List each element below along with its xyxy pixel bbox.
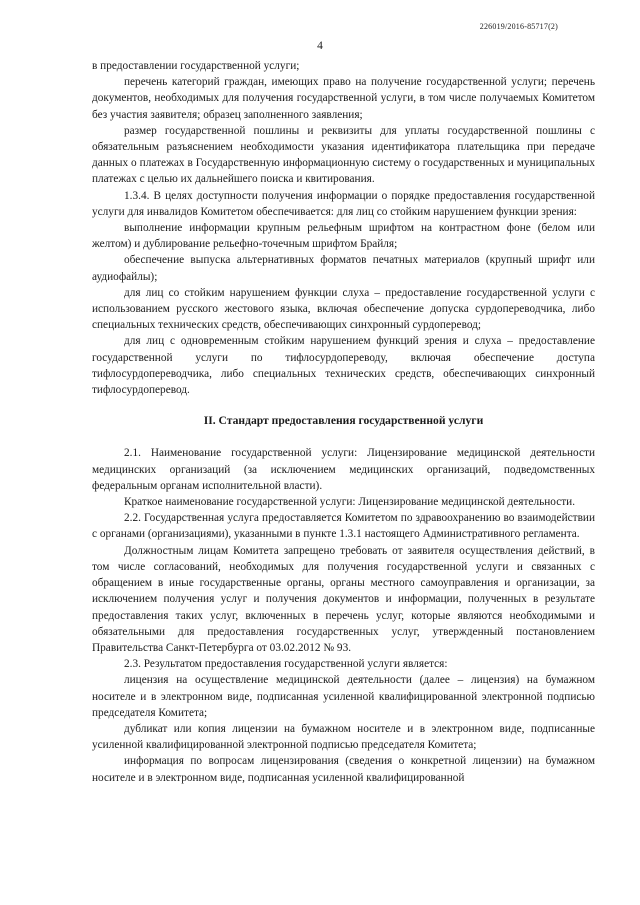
section-heading: II. Стандарт предоставления государственной услуги: [203, 414, 484, 428]
paragraph: 2.1. Наименование государственной услуги: Лицензирование медицинской деятельности медицинских организаций (за исключением медицинских организаций, подведомственных федеральным органам исполнительной власти).: [92, 447, 595, 492]
paragraph: Краткое наименование государственной услуги: Лицензирование медицинской деятельности.: [124, 496, 576, 509]
paragraph: 1.3.4. В целях доступности получения информации о порядке предоставления государственной услуги для инвалидов Комитетом обеспечивается: для лиц со стойким нарушением функции зрения:: [92, 189, 595, 218]
paragraph: в предоставлении государственной услуги;: [92, 60, 300, 72]
document-body: [92, 58, 595, 786]
paragraph: перечень категорий граждан, имеющих право на получение государственной услуги; перечень документов, необходимых для получения государственной услуги, в том числе получаемых Комитетом без участия заявителя; образец заполненного заявления;: [92, 76, 595, 121]
paragraph: для лиц со стойким нарушением функции слуха – предоставление государственной услуги с использованием русского жестового языка, включая обеспечение допуска сурдопереводчика, либо специальных технических средств, обеспечивающих синхронный сурдоперевод;: [92, 286, 595, 332]
page-number: 4: [317, 40, 323, 52]
paragraph: 2.3. Результатом предоставления государственной услуги является:: [124, 658, 448, 671]
paragraph: 2.2. Государственная услуга предоставляется Комитетом по здравоохранению во взаимодействии с органами (организациями), указанными в пункте 1.3.1 настоящего Административного регламента.: [92, 512, 595, 541]
paragraph: обеспечение выпуска альтернативных форматов печатных материалов (крупный шрифт или аудиофайлы);: [92, 254, 595, 283]
paragraph: информация по вопросам лицензирования (сведения о конкретной лицензии) на бумажном носителе и в электронном виде, подписанная усиленной квалифицированной: [92, 755, 595, 784]
paragraph: выполнение информации крупным рельефным шрифтом на контрастном фоне (белом или желтом) и дублирование рельефно-точечным шрифтом Брайля;: [92, 222, 595, 251]
paragraph: размер государственной пошлины и реквизиты для уплаты государственной пошлины с обязательным разъяснением необходимости указания идентификатора плательщика при передаче данных о платежах в Государственную информационную систему о государственных и муниципальных платежах с целью их дальнейшего поиска и квитирования.: [92, 124, 595, 186]
paragraph: лицензия на осуществление медицинской деятельности (далее – лицензия) на бумажном носителе и в электронном виде, подписанная усиленной квалифицированной электронной подписью председателя Комитета;: [92, 674, 595, 719]
paragraph: дубликат или копия лицензии на бумажном носителе и в электронном виде, подписанные усиленной квалифицированной электронной подписью председателя Комитета;: [92, 722, 595, 752]
paragraph: для лиц с одновременным стойким нарушением функций зрения и слуха – предоставление государственной услуги по тифлосурдопереводу, включая обеспечение доступа тифлосурдопереводчика, либо специальных технических средств, обеспечивающих синхронный тифлосурдоперевод.: [92, 335, 595, 397]
document-number: 226019/2016-85717(2): [479, 22, 558, 31]
paragraph: Должностным лицам Комитета запрещено требовать от заявителя осуществления действий, в том числе согласований, необходимых для получения государственной услуги и связанных с обращением в иные государственные органы, органы местного самоуправления и организации, за исключением получения услуг и получения документов и информации, полученных в результате предоставления таких услуг, включенных в перечень услуг, которые являются необходимыми и обязательными для предоставления государственных услуг, утвержденный постановлением Правительства Санкт-Петербурга от 03.02.2012 № 93.: [92, 544, 595, 654]
